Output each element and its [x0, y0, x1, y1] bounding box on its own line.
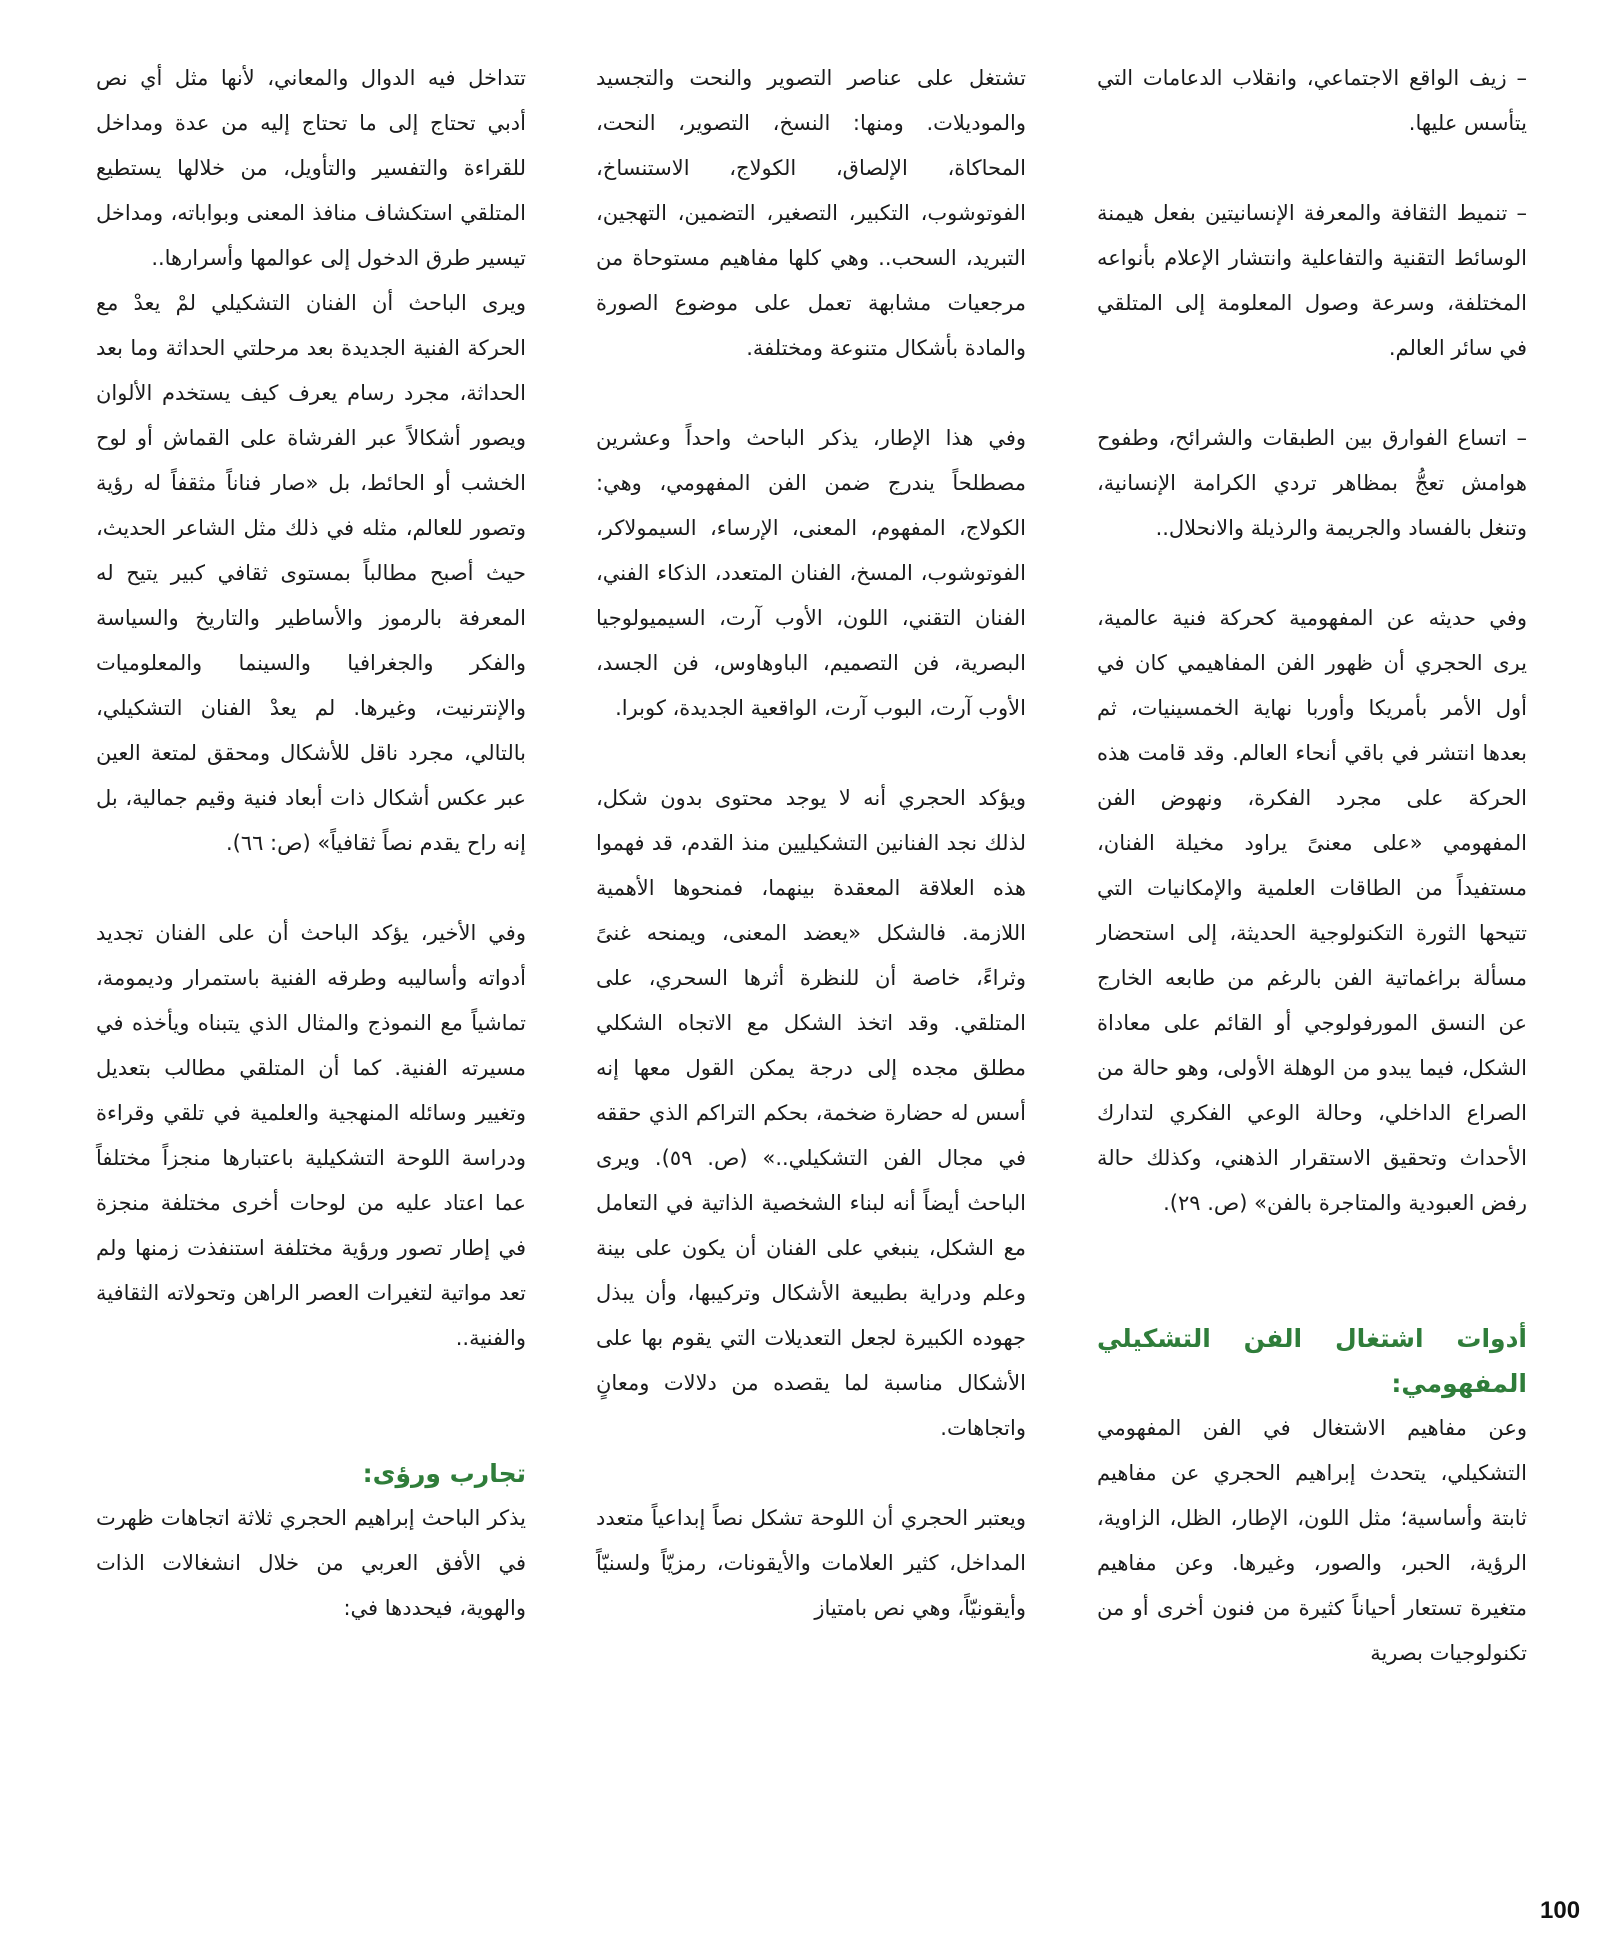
column-middle — [596, 56, 1026, 1631]
paragraph: وفي الأخير، يؤكد الباحث أن على الفنان تجديد أدواته وأساليبه وطرقه الفنية باستمرار وديمومة، تماشياً مع النموذج والمثال الذي يتبناه ويأخذه في مسيرته الفنية. كما أن المتلقي مطالب بتعديل وتغيير وسائله المنهجية والعلمية في تلقي وقراءة ودراسة اللوحة التشكيلية باعتبارها منجزاً مختلفاً عما اعتاد عليه من لوحات أخرى مختلفة منجزة في إطار تصور ورؤية مختلفة استنفذت زمنها ولم تعد مواتية لتغيرات العصر الراهن وتحولاته الثقافية والفنية.. — [96, 921, 526, 1350]
paragraph: وفي هذا الإطار، يذكر الباحث واحداً وعشرين مصطلحاً يندرج ضمن الفن المفهومي، وهي: الكولاج، المفهوم، المعنى، الإرساء، السيمولاكر، الفوتوشوب، المسخ، الفنان المتعدد، الذكاء الفني، الفنان التقني، اللون، الأوب آرت، السيميولوجيا البصرية، فن التصميم، الباوهاوس، فن الجسد، الأوب آرت، البوب آرت، الواقعية الجديدة، كوبرا. — [596, 426, 1026, 720]
paragraph: – تنميط الثقافة والمعرفة الإنسانيتين بفعل هيمنة الوسائط التقنية والتفاعلية وانتشار الإعلام بأنواعه المختلفة، وسرعة وصول المعلومة إلى المتلقي في سائر العالم. — [1097, 201, 1527, 360]
paragraph: وفي حديثه عن المفهومية كحركة فنية عالمية، يرى الحجري أن ظهور الفن المفاهيمي كان في أول الأمر بأمريكا وأوربا نهاية الخمسينيات، ثم بعدها انتشر في باقي أنحاء العالم. وقد قامت هذه الحركة على مجرد الفكرة، ونهوض الفن المفهومي «على معنىً يراود مخيلة الفنان، مستفيداً من الطاقات العلمية والإمكانيات التي تتيحها الثورة التكنولوجية الحديثة، إلى استحضار مسألة براغماتية الفن بالرغم من طابعه الخارج عن النسق المورفولوجي أو القائم على معاداة الشكل، فيما يبدو من الوهلة الأولى، وهو حالة من الصراع الداخلي، وحالة الوعي الفكري لتدارك الأحداث وتحقيق الاستقرار الذهني، وكذلك حالة رفض العبودية والمتاجرة بالفن» (ص. ٢٩). — [1097, 606, 1527, 1215]
paragraph: تتداخل فيه الدوال والمعاني، لأنها مثل أي نص أدبي تحتاج إلى ما تحتاج إليه من عدة ومداخل للقراءة والتفسير والتأويل، من خلالها يستطيع المتلقي استكشاف منافذ المعنى وبواباته، ومداخل تيسير طرق الدخول إلى عوالمها وأسرارها.. — [96, 66, 526, 270]
paragraph: وعن مفاهيم الاشتغال في الفن المفهومي التشكيلي، يتحدث إبراهيم الحجري عن مفاهيم ثابتة وأساسية؛ مثل اللون، الإطار، الظل، الزاوية، الرؤية، الحبر، والصور، وغيرها. وعن مفاهيم متغيرة تستعار أحياناً كثيرة من فنون أخرى أو من تكنولوجيات بصرية — [1097, 1416, 1527, 1665]
paragraph: ويعتبر الحجري أن اللوحة تشكل نصاً إبداعياً متعدد المداخل، كثير العلامات والأيقونات، رمزيّاً ولسنيّاً وأيقونيّاً، وهي نص بامتياز — [596, 1506, 1026, 1620]
section-heading: تجارب ورؤى: — [362, 1459, 526, 1488]
column-right — [1097, 56, 1527, 1676]
column-left — [96, 56, 526, 1631]
section-heading: أدوات اشتغال الفن التشكيلي المفهومي: — [1097, 1324, 1527, 1398]
paragraph: ويرى الباحث أن الفنان التشكيلي لمْ يعدْ مع الحركة الفنية الجديدة بعد مرحلتي الحداثة وما بعد الحداثة، مجرد رسام يعرف كيف يستخدم الألوان ويصور أشكالاً عبر الفرشاة على القماش أو لوح الخشب أو الحائط، بل «صار فناناً مثقفاً له رؤية وتصور للعالم، مثله في ذلك مثل الشاعر الحديث، حيث أصبح مطالباً بمستوى ثقافي كبير يتيح له المعرفة بالرموز والأساطير والتاريخ والسياسة والفكر والجغرافيا والسينما والمعلوميات والإنترنيت، وغيرها. لم يعدْ الفنان التشكيلي، بالتالي، مجرد ناقل للأشكال ومحقق لمتعة العين عبر عكس أشكال ذات أبعاد فنية وقيم جمالية، بل إنه راح يقدم نصاً ثقافياً» (ص: ٦٦). — [96, 291, 526, 855]
paragraph: يذكر الباحث إبراهيم الحجري ثلاثة اتجاهات ظهرت في الأفق العربي من خلال انشغالات الذات والهوية، فيحددها في: — [96, 1506, 526, 1620]
paragraph: تشتغل على عناصر التصوير والنحت والتجسيد والموديلات. ومنها: النسخ، التصوير، النحت، المحاكاة، الإلصاق، الكولاج، الاستنساخ، الفوتوشوب، التكبير، التصغير، التضمين، التهجين، التبريد، السحب.. وهي كلها مفاهيم مستوحاة من مرجعيات مشابهة تعمل على موضوع الصورة والمادة بأشكال متنوعة ومختلفة. — [596, 66, 1026, 360]
paragraph: – زيف الواقع الاجتماعي، وانقلاب الدعامات التي يتأسس عليها. — [1097, 66, 1527, 135]
page-number: 100 — [1540, 1897, 1581, 1924]
paragraph: – اتساع الفوارق بين الطبقات والشرائح، وطفوح هوامش تعجُّ بمظاهر تردي الكرامة الإنسانية، وتنغل بالفساد والجريمة والرذيلة والانحلال.. — [1097, 426, 1527, 540]
paragraph: ويؤكد الحجري أنه لا يوجد محتوى بدون شكل، لذلك نجد الفنانين التشكيليين منذ القدم، قد فهموا هذه العلاقة المعقدة بينهما، فمنحوها الأهمية اللازمة. فالشكل «يعضد المعنى، ويمنحه غنىً وثراءً، خاصة أن للنظرة أثرها السحري، على المتلقي. وقد اتخذ الشكل مع الاتجاه الشكلي مطلق مجده إلى درجة يمكن القول معها إنه أسس له حضارة ضخمة، بحكم التراكم الذي حققه في مجال الفن التشكيلي..» (ص. ٥٩). ويرى الباحث أيضاً أنه لبناء الشخصية الذاتية في التعامل مع الشكل، ينبغي على الفنان أن يكون على بينة وعلم ودراية بطبيعة الأشكال وتركيبها، وأن يبذل جهوده الكبيرة لجعل التعديلات التي يقوم بها على الأشكال مناسبة لما يقصده من دلالات ومعانٍ واتجاهات. — [596, 786, 1026, 1440]
